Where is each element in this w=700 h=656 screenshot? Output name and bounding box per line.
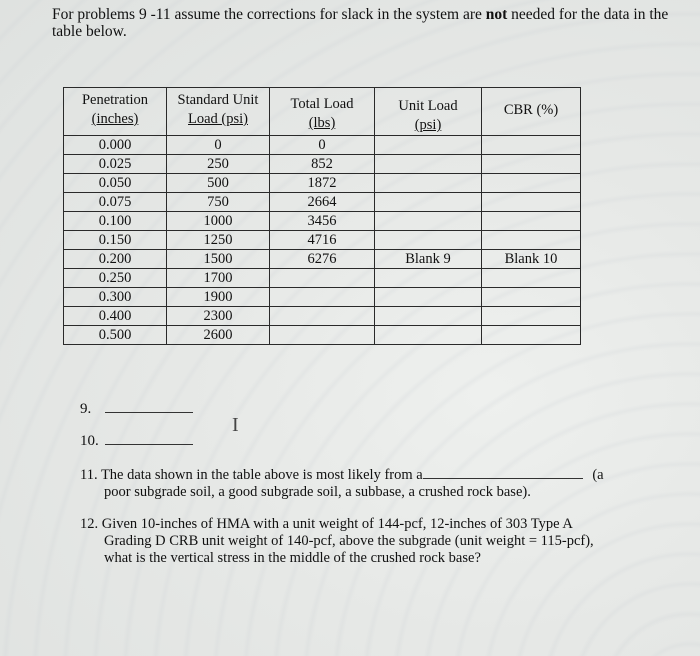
header-total-load: Total Load (lbs)	[270, 88, 375, 136]
table-row	[64, 136, 581, 155]
cell-total-load: 0	[270, 136, 375, 155]
cell-unit-load	[375, 136, 482, 155]
question-12-line-3: what is the vertical stress in the middle of the crushed rock base?	[104, 550, 481, 566]
blank-9-field[interactable]: Blank 9	[375, 250, 482, 269]
cell-penetration: 0.150	[64, 231, 167, 250]
cell-unit-load	[375, 288, 482, 307]
text-cursor-icon: I	[232, 414, 239, 436]
question-9	[80, 398, 193, 418]
table-row	[64, 155, 581, 174]
cell-standard-load: 1900	[167, 288, 270, 307]
cell-unit-load	[375, 307, 482, 326]
question-11	[80, 464, 680, 501]
cell-standard-load: 250	[167, 155, 270, 174]
cell-cbr	[482, 326, 581, 345]
table-row	[64, 307, 581, 326]
cell-cbr	[482, 136, 581, 155]
cell-unit-load	[375, 269, 482, 288]
cell-standard-load: 0	[167, 136, 270, 155]
cell-standard-load: 1000	[167, 212, 270, 231]
cell-total-load: 4716	[270, 231, 375, 250]
cell-penetration: 0.075	[64, 193, 167, 212]
table-row	[64, 288, 581, 307]
cell-cbr	[482, 288, 581, 307]
question-11-text: 11. The data shown in the table above is most likely from a	[80, 467, 423, 483]
cell-total-load	[270, 307, 375, 326]
cell-unit-load	[375, 174, 482, 193]
cell-standard-load: 500	[167, 174, 270, 193]
cell-unit-load	[375, 212, 482, 231]
cell-unit-load	[375, 231, 482, 250]
cell-penetration: 0.250	[64, 269, 167, 288]
intro-paragraph	[52, 6, 682, 40]
table-row	[64, 326, 581, 345]
cell-cbr	[482, 212, 581, 231]
intro-text-1: For problems 9 -11 assume the corrections for slack in the system are	[52, 6, 486, 23]
question-11-tail: (a	[592, 467, 604, 483]
cell-total-load: 1872	[270, 174, 375, 193]
cell-penetration: 0.500	[64, 326, 167, 345]
cell-penetration: 0.400	[64, 307, 167, 326]
cell-standard-load: 1500	[167, 250, 270, 269]
question-10	[80, 430, 193, 450]
table-header-row	[64, 88, 581, 136]
cell-cbr	[482, 307, 581, 326]
header-standard-unit-load: Standard Unit Load (psi)	[167, 88, 270, 136]
intro-bold-not: not	[485, 6, 508, 23]
header-cbr: CBR (%)	[482, 88, 581, 136]
question-12-line-2: Grading D CRB unit weight of 140-pcf, above the subgrade (unit weight = 115-pcf),	[104, 533, 594, 549]
cell-total-load	[270, 288, 375, 307]
cell-standard-load: 750	[167, 193, 270, 212]
header-penetration: Penetration (inches)	[64, 88, 167, 136]
blank-10-field[interactable]: Blank 10	[482, 250, 581, 269]
question-10-label: 10.	[80, 433, 99, 449]
cell-unit-load	[375, 326, 482, 345]
question-11-options: poor subgrade soil, a good subgrade soil, a subbase, a crushed rock base).	[104, 484, 531, 500]
question-9-answer-line[interactable]	[105, 398, 193, 413]
cell-total-load: 2664	[270, 193, 375, 212]
question-11-answer-line[interactable]	[423, 464, 583, 479]
cell-cbr	[482, 231, 581, 250]
cell-total-load: 3456	[270, 212, 375, 231]
cell-total-load	[270, 269, 375, 288]
intro-text-2: needed for the data in the table below.	[52, 6, 669, 40]
cell-penetration: 0.025	[64, 155, 167, 174]
cell-penetration: 0.100	[64, 212, 167, 231]
table-row	[64, 250, 581, 269]
question-10-answer-line[interactable]	[105, 430, 193, 445]
table-row	[64, 174, 581, 193]
cell-penetration: 0.050	[64, 174, 167, 193]
cell-standard-load: 2300	[167, 307, 270, 326]
question-12	[80, 516, 640, 567]
cell-unit-load	[375, 155, 482, 174]
cell-standard-load: 1250	[167, 231, 270, 250]
cell-total-load: 6276	[270, 250, 375, 269]
table-row	[64, 269, 581, 288]
cell-standard-load: 2600	[167, 326, 270, 345]
question-12-line-1: 12. Given 10-inches of HMA with a unit weight of 144-pcf, 12-inches of 303 Type A	[80, 516, 573, 532]
cell-total-load: 852	[270, 155, 375, 174]
cell-cbr	[482, 193, 581, 212]
table-row	[64, 231, 581, 250]
cell-total-load	[270, 326, 375, 345]
question-9-label: 9.	[80, 401, 92, 417]
cell-standard-load: 1700	[167, 269, 270, 288]
header-unit-load: Unit Load (psi)	[375, 88, 482, 136]
cell-unit-load	[375, 193, 482, 212]
cell-penetration: 0.200	[64, 250, 167, 269]
cell-penetration: 0.300	[64, 288, 167, 307]
cell-cbr	[482, 269, 581, 288]
table-row	[64, 193, 581, 212]
table-row	[64, 212, 581, 231]
cell-penetration: 0.000	[64, 136, 167, 155]
cell-cbr	[482, 155, 581, 174]
cbr-data-table	[63, 87, 581, 345]
cell-cbr	[482, 174, 581, 193]
